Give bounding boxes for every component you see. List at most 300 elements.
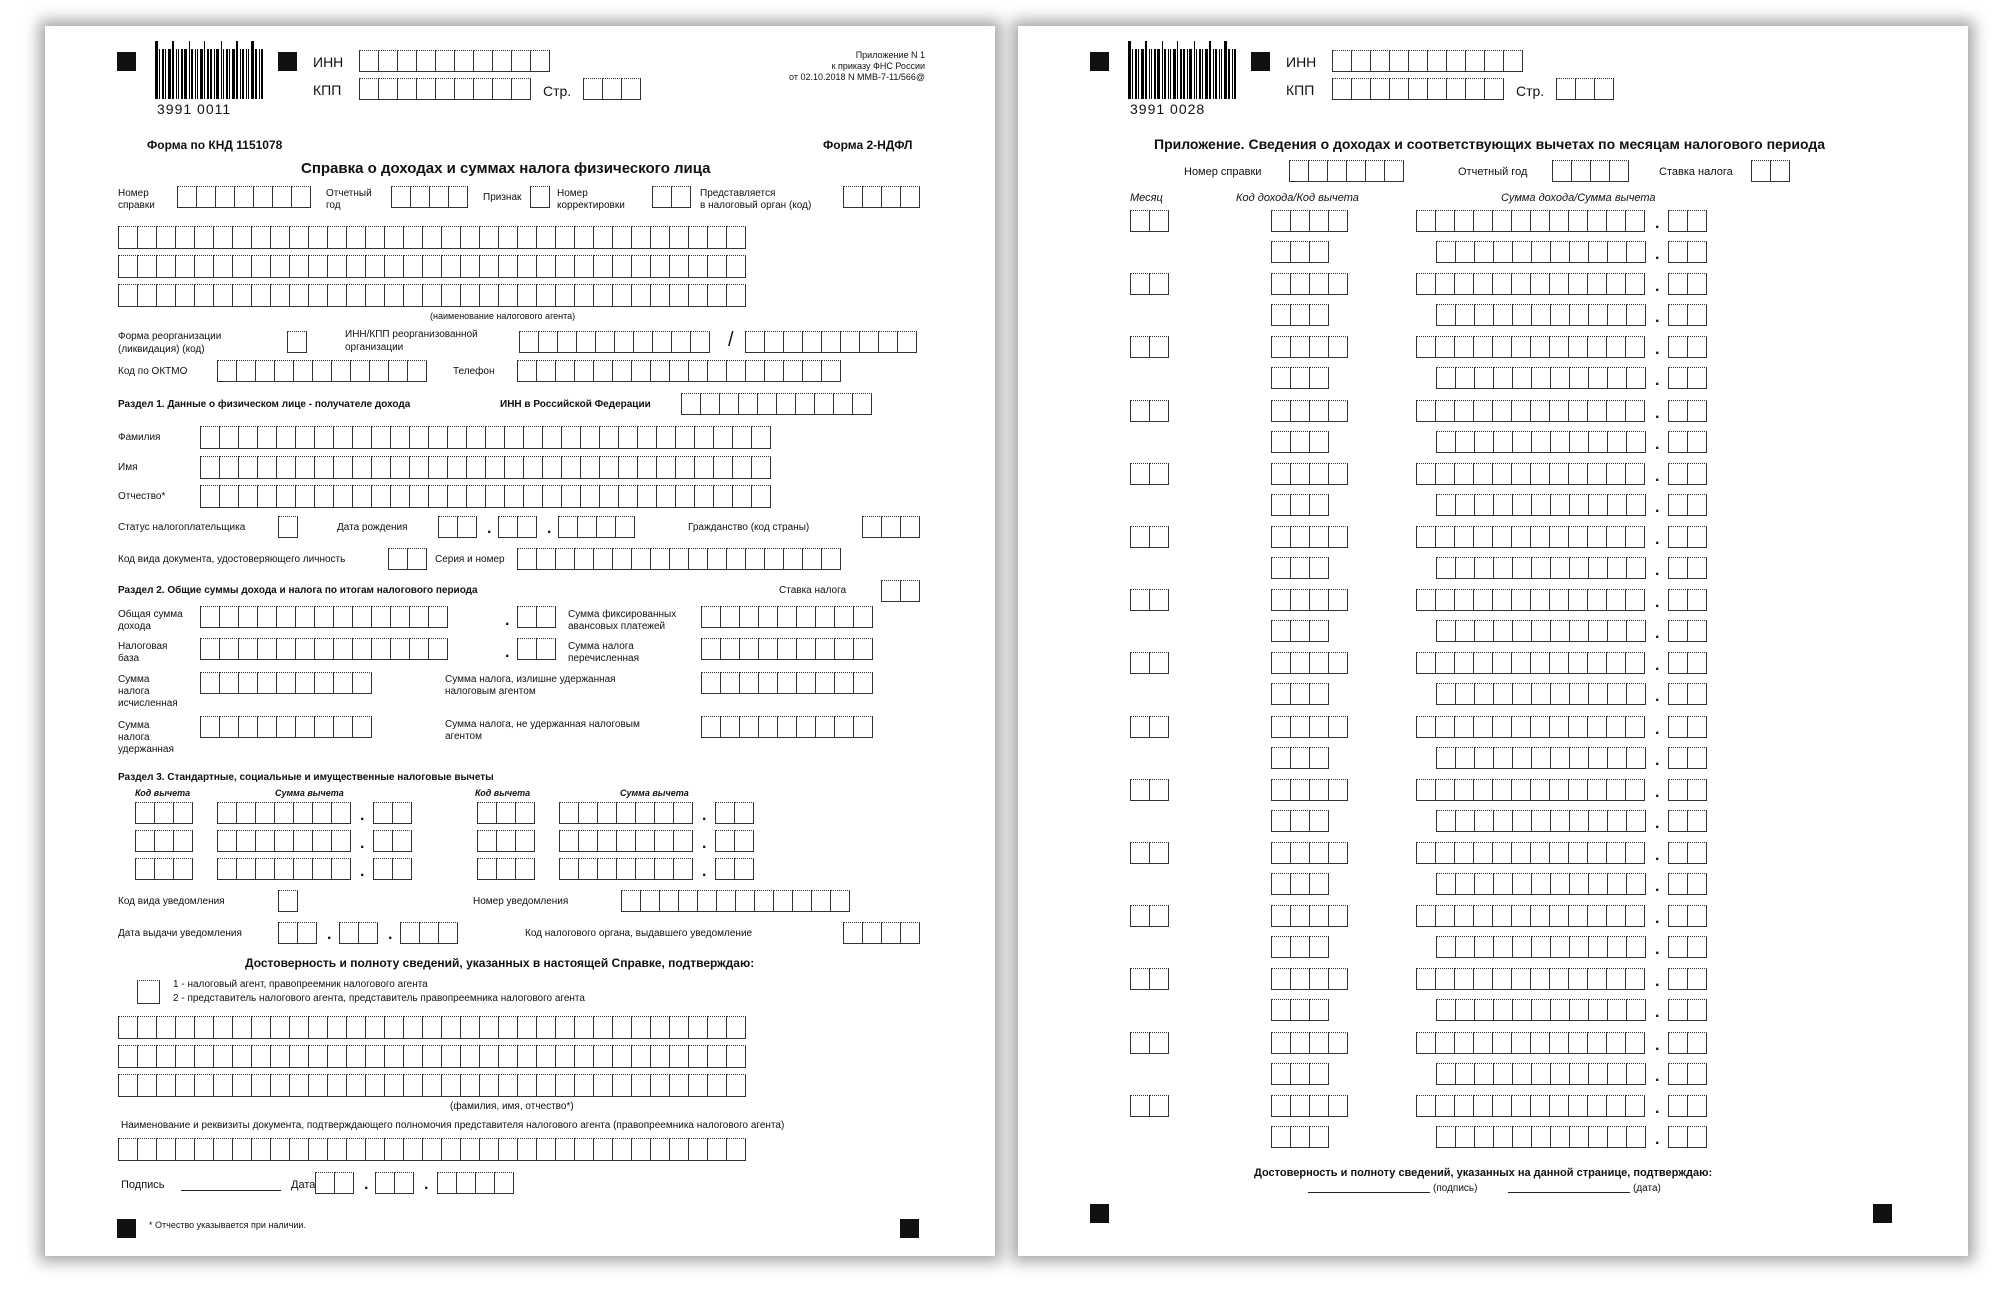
code-cell[interactable] (1271, 968, 1291, 990)
fio-cell[interactable] (384, 1045, 404, 1068)
sign-month-cell[interactable] (394, 1172, 414, 1194)
sum-cell[interactable] (1587, 842, 1607, 864)
patronymic-cell[interactable] (580, 485, 600, 508)
fio-cell[interactable] (593, 1045, 613, 1068)
month-cell[interactable] (1149, 210, 1169, 232)
oktmo-cell[interactable] (312, 360, 332, 382)
sum-cell[interactable] (1587, 400, 1607, 422)
deduction-code-cell[interactable] (154, 858, 174, 880)
inn-cell[interactable] (359, 50, 379, 72)
reorg-inn-cell[interactable] (671, 331, 691, 353)
sum-cell[interactable] (1606, 589, 1626, 611)
surname-cell[interactable] (694, 426, 714, 449)
deduction-sum-cell[interactable] (673, 830, 693, 852)
sum-cell[interactable] (1588, 1126, 1608, 1148)
sum-cell[interactable] (1626, 557, 1646, 579)
agent-name-cell[interactable] (536, 255, 556, 278)
sum-cell[interactable] (1550, 1126, 1570, 1148)
agent-name-cell[interactable] (251, 284, 271, 307)
birth-day-cell[interactable] (438, 516, 458, 538)
deduction-sum-cell[interactable] (578, 858, 598, 880)
notice-number-cell[interactable] (621, 890, 641, 912)
sum-cell[interactable] (1606, 968, 1626, 990)
rep-doc-cell[interactable] (365, 1138, 385, 1161)
notice-number-cell[interactable] (830, 890, 850, 912)
agent-name-cell[interactable] (460, 226, 480, 249)
surname-cell[interactable] (219, 426, 239, 449)
tax-calculated-cell[interactable] (200, 672, 220, 694)
sum-cell[interactable] (1416, 652, 1436, 674)
agent-name-cell[interactable] (498, 226, 518, 249)
notice-number-cell[interactable] (659, 890, 679, 912)
deduction-kop-cell[interactable] (715, 830, 735, 852)
sum-cell[interactable] (1549, 968, 1569, 990)
sum-cell[interactable] (1455, 936, 1475, 958)
sum-cell[interactable] (1531, 683, 1551, 705)
page-number-cell[interactable] (1575, 78, 1595, 100)
tax-calculated-cell[interactable] (352, 672, 372, 694)
sum-cell[interactable] (1569, 367, 1589, 389)
tax-calculated-cell[interactable] (238, 672, 258, 694)
sum-cell[interactable] (1530, 652, 1550, 674)
name-cell[interactable] (580, 456, 600, 479)
kpp-cell[interactable] (492, 78, 512, 100)
sum-cell[interactable] (1512, 1126, 1532, 1148)
sum-kop-cell[interactable] (1687, 494, 1707, 516)
notice-year-cell[interactable] (419, 922, 439, 944)
tax-transferred-cell[interactable] (834, 638, 854, 660)
inn-rf-cell[interactable] (814, 393, 834, 415)
sum-cell[interactable] (1416, 1032, 1436, 1054)
agent-name-cell[interactable] (707, 226, 727, 249)
fio-cell[interactable] (175, 1074, 195, 1097)
code-cell[interactable] (1309, 400, 1329, 422)
sum-cell[interactable] (1568, 463, 1588, 485)
code-cell[interactable] (1271, 620, 1291, 642)
reorg-kpp-cell[interactable] (821, 331, 841, 353)
sum-cell[interactable] (1435, 210, 1455, 232)
deduction-sum-cell[interactable] (559, 830, 579, 852)
sum-cell[interactable] (1625, 652, 1645, 674)
kpp-cell[interactable] (511, 78, 531, 100)
deduction-code-cell[interactable] (477, 802, 497, 824)
sum-cell[interactable] (1606, 716, 1626, 738)
fio-cell[interactable] (251, 1045, 271, 1068)
patronymic-cell[interactable] (390, 485, 410, 508)
reorg-inn-cell[interactable] (595, 331, 615, 353)
deduction-sum-cell[interactable] (255, 802, 275, 824)
code-cell[interactable] (1290, 526, 1310, 548)
fio-cell[interactable] (479, 1045, 499, 1068)
deduction-sum-cell[interactable] (331, 802, 351, 824)
sum-kop-cell[interactable] (1687, 747, 1707, 769)
fio-cell[interactable] (707, 1016, 727, 1039)
agent-name-cell[interactable] (137, 284, 157, 307)
fixed-advance-cell[interactable] (758, 606, 778, 628)
agent-name-cell[interactable] (688, 255, 708, 278)
deduction-sum-cell[interactable] (255, 830, 275, 852)
sum-cell[interactable] (1569, 241, 1589, 263)
tax-base-kop-cell[interactable] (536, 638, 556, 660)
agent-name-cell[interactable] (137, 255, 157, 278)
deduction-kop-cell[interactable] (734, 858, 754, 880)
sum-cell[interactable] (1416, 842, 1436, 864)
agent-name-cell[interactable] (194, 255, 214, 278)
fio-cell[interactable] (422, 1016, 442, 1039)
sum-cell[interactable] (1568, 968, 1588, 990)
year-cell[interactable] (1609, 160, 1629, 182)
rep-doc-cell[interactable] (346, 1138, 366, 1161)
name-cell[interactable] (485, 456, 505, 479)
agent-name-cell[interactable] (593, 284, 613, 307)
agent-name-cell[interactable] (517, 255, 537, 278)
fio-cell[interactable] (194, 1016, 214, 1039)
year-cell[interactable] (1552, 160, 1572, 182)
tax-not-withheld-cell[interactable] (720, 716, 740, 738)
code-cell[interactable] (1290, 273, 1310, 295)
fio-cell[interactable] (289, 1016, 309, 1039)
sum-cell[interactable] (1512, 367, 1532, 389)
fio-cell[interactable] (403, 1074, 423, 1097)
deduction-sum-cell[interactable] (654, 858, 674, 880)
sum-cell[interactable] (1530, 1095, 1550, 1117)
sum-kop-cell[interactable] (1668, 779, 1688, 801)
code-cell[interactable] (1328, 210, 1348, 232)
month-cell[interactable] (1130, 273, 1150, 295)
sum-cell[interactable] (1531, 1063, 1551, 1085)
tax-not-withheld-cell[interactable] (777, 716, 797, 738)
sum-cell[interactable] (1530, 210, 1550, 232)
sum-kop-cell[interactable] (1687, 463, 1707, 485)
agent-name-cell[interactable] (631, 284, 651, 307)
sum-cell[interactable] (1530, 905, 1550, 927)
fio-cell[interactable] (631, 1045, 651, 1068)
sum-kop-cell[interactable] (1668, 589, 1688, 611)
code-cell[interactable] (1309, 304, 1329, 326)
sum-cell[interactable] (1549, 273, 1569, 295)
birth-year-cell[interactable] (615, 516, 635, 538)
sum-cell[interactable] (1626, 431, 1646, 453)
sum-cell[interactable] (1626, 367, 1646, 389)
deduction-code-cell[interactable] (135, 858, 155, 880)
sum-cell[interactable] (1588, 367, 1608, 389)
code-cell[interactable] (1271, 304, 1291, 326)
sign-year-cell[interactable] (475, 1172, 495, 1194)
agent-name-cell[interactable] (669, 226, 689, 249)
code-cell[interactable] (1290, 463, 1310, 485)
rep-doc-cell[interactable] (517, 1138, 537, 1161)
sum-cell[interactable] (1473, 463, 1493, 485)
month-cell[interactable] (1130, 905, 1150, 927)
cert-number-cell[interactable] (1384, 160, 1404, 182)
correction-cell[interactable] (652, 186, 672, 208)
agent-name-cell[interactable] (441, 284, 461, 307)
code-cell[interactable] (1271, 400, 1291, 422)
phone-cell[interactable] (669, 360, 689, 382)
patronymic-cell[interactable] (219, 485, 239, 508)
fio-cell[interactable] (213, 1016, 233, 1039)
kpp-cell[interactable] (397, 78, 417, 100)
name-cell[interactable] (523, 456, 543, 479)
sum-cell[interactable] (1587, 589, 1607, 611)
series-number-cell[interactable] (574, 548, 594, 570)
sum-cell[interactable] (1512, 304, 1532, 326)
code-cell[interactable] (1309, 589, 1329, 611)
deduction-sum-cell[interactable] (635, 858, 655, 880)
sum-cell[interactable] (1435, 716, 1455, 738)
sum-cell[interactable] (1568, 1095, 1588, 1117)
sum-cell[interactable] (1454, 842, 1474, 864)
sum-cell[interactable] (1436, 494, 1456, 516)
total-income-kop-cell[interactable] (517, 606, 537, 628)
fio-cell[interactable] (137, 1074, 157, 1097)
month-cell[interactable] (1130, 842, 1150, 864)
inn-rf-cell[interactable] (681, 393, 701, 415)
code-cell[interactable] (1309, 526, 1329, 548)
sum-cell[interactable] (1588, 494, 1608, 516)
agent-name-cell[interactable] (726, 284, 746, 307)
code-cell[interactable] (1290, 1126, 1310, 1148)
fio-cell[interactable] (137, 1045, 157, 1068)
name-cell[interactable] (257, 456, 277, 479)
inn-cell[interactable] (1370, 50, 1390, 72)
patronymic-cell[interactable] (618, 485, 638, 508)
code-cell[interactable] (1271, 1126, 1291, 1148)
code-cell[interactable] (1271, 905, 1291, 927)
deduction-sum-cell[interactable] (559, 802, 579, 824)
fio-cell[interactable] (612, 1074, 632, 1097)
deduction-sum-cell[interactable] (673, 802, 693, 824)
sum-cell[interactable] (1531, 936, 1551, 958)
sum-kop-cell[interactable] (1687, 810, 1707, 832)
fio-cell[interactable] (669, 1016, 689, 1039)
name-cell[interactable] (238, 456, 258, 479)
inn-cell[interactable] (435, 50, 455, 72)
sum-cell[interactable] (1474, 1126, 1494, 1148)
reorg-kpp-cell[interactable] (783, 331, 803, 353)
inn-rf-cell[interactable] (776, 393, 796, 415)
sum-cell[interactable] (1569, 431, 1589, 453)
citizenship-cell[interactable] (900, 516, 920, 538)
fio-cell[interactable] (156, 1045, 176, 1068)
name-cell[interactable] (542, 456, 562, 479)
fio-cell[interactable] (707, 1045, 727, 1068)
reorg-inn-cell[interactable] (538, 331, 558, 353)
fio-cell[interactable] (631, 1074, 651, 1097)
code-cell[interactable] (1309, 494, 1329, 516)
tax-calculated-cell[interactable] (314, 672, 334, 694)
rep-doc-cell[interactable] (118, 1138, 138, 1161)
notice-day-cell[interactable] (278, 922, 298, 944)
rep-doc-cell[interactable] (688, 1138, 708, 1161)
sum-kop-cell[interactable] (1668, 873, 1688, 895)
name-cell[interactable] (390, 456, 410, 479)
sum-cell[interactable] (1436, 810, 1456, 832)
fio-cell[interactable] (460, 1016, 480, 1039)
sum-kop-cell[interactable] (1687, 968, 1707, 990)
code-cell[interactable] (1290, 1032, 1310, 1054)
sum-cell[interactable] (1474, 936, 1494, 958)
month-cell[interactable] (1130, 1095, 1150, 1117)
code-cell[interactable] (1309, 779, 1329, 801)
surname-cell[interactable] (314, 426, 334, 449)
code-cell[interactable] (1271, 463, 1291, 485)
sum-cell[interactable] (1625, 905, 1645, 927)
sum-cell[interactable] (1454, 463, 1474, 485)
rep-doc-cell[interactable] (479, 1138, 499, 1161)
cert-number-cell[interactable] (1289, 160, 1309, 182)
code-cell[interactable] (1328, 716, 1348, 738)
fio-cell[interactable] (498, 1016, 518, 1039)
notice-number-cell[interactable] (678, 890, 698, 912)
inn-cell[interactable] (1503, 50, 1523, 72)
fio-cell[interactable] (384, 1016, 404, 1039)
birth-year-cell[interactable] (558, 516, 578, 538)
deduction-kop-cell[interactable] (373, 802, 393, 824)
agent-name-cell[interactable] (346, 226, 366, 249)
sum-cell[interactable] (1607, 494, 1627, 516)
sum-cell[interactable] (1587, 968, 1607, 990)
sum-kop-cell[interactable] (1687, 1126, 1707, 1148)
rep-doc-cell[interactable] (156, 1138, 176, 1161)
name-cell[interactable] (656, 456, 676, 479)
deduction-sum-cell[interactable] (597, 858, 617, 880)
sum-cell[interactable] (1416, 463, 1436, 485)
tax-excess-cell[interactable] (758, 672, 778, 694)
sum-cell[interactable] (1512, 557, 1532, 579)
sum-cell[interactable] (1455, 620, 1475, 642)
total-income-cell[interactable] (257, 606, 277, 628)
total-income-kop-cell[interactable] (536, 606, 556, 628)
agent-name-cell[interactable] (422, 226, 442, 249)
total-income-cell[interactable] (295, 606, 315, 628)
sum-cell[interactable] (1625, 273, 1645, 295)
fio-cell[interactable] (175, 1016, 195, 1039)
sum-cell[interactable] (1473, 336, 1493, 358)
inn-rf-cell[interactable] (833, 393, 853, 415)
tax-not-withheld-cell[interactable] (701, 716, 721, 738)
birth-year-cell[interactable] (596, 516, 616, 538)
kpp-cell[interactable] (473, 78, 493, 100)
patronymic-cell[interactable] (542, 485, 562, 508)
tax-base-cell[interactable] (257, 638, 277, 660)
sum-cell[interactable] (1455, 1063, 1475, 1085)
sum-cell[interactable] (1587, 1032, 1607, 1054)
sum-cell[interactable] (1493, 304, 1513, 326)
kpp-cell[interactable] (1427, 78, 1447, 100)
sum-cell[interactable] (1474, 431, 1494, 453)
agent-name-cell[interactable] (232, 284, 252, 307)
code-cell[interactable] (1290, 1095, 1310, 1117)
surname-cell[interactable] (580, 426, 600, 449)
sum-cell[interactable] (1454, 589, 1474, 611)
sum-cell[interactable] (1569, 873, 1589, 895)
surname-cell[interactable] (751, 426, 771, 449)
sum-cell[interactable] (1588, 304, 1608, 326)
tax-withheld-cell[interactable] (295, 716, 315, 738)
sum-kop-cell[interactable] (1668, 968, 1688, 990)
oktmo-cell[interactable] (369, 360, 389, 382)
sum-kop-cell[interactable] (1668, 526, 1688, 548)
sum-cell[interactable] (1416, 336, 1436, 358)
sum-cell[interactable] (1455, 431, 1475, 453)
sum-cell[interactable] (1511, 968, 1531, 990)
sum-kop-cell[interactable] (1668, 304, 1688, 326)
sum-cell[interactable] (1474, 747, 1494, 769)
fio-cell[interactable] (308, 1016, 328, 1039)
sum-cell[interactable] (1512, 747, 1532, 769)
surname-cell[interactable] (257, 426, 277, 449)
sum-cell[interactable] (1416, 716, 1436, 738)
agent-name-cell[interactable] (441, 226, 461, 249)
code-cell[interactable] (1271, 1063, 1291, 1085)
sum-cell[interactable] (1531, 494, 1551, 516)
sum-cell[interactable] (1455, 557, 1475, 579)
code-cell[interactable] (1309, 620, 1329, 642)
deduction-sum-cell[interactable] (293, 830, 313, 852)
sum-kop-cell[interactable] (1687, 999, 1707, 1021)
sum-cell[interactable] (1549, 336, 1569, 358)
cert-number-cell[interactable] (196, 186, 216, 208)
rep-doc-cell[interactable] (498, 1138, 518, 1161)
agent-name-cell[interactable] (650, 226, 670, 249)
sum-cell[interactable] (1454, 905, 1474, 927)
patronymic-cell[interactable] (694, 485, 714, 508)
sum-cell[interactable] (1530, 526, 1550, 548)
sum-cell[interactable] (1435, 400, 1455, 422)
sum-cell[interactable] (1625, 210, 1645, 232)
sum-cell[interactable] (1568, 652, 1588, 674)
code-cell[interactable] (1290, 400, 1310, 422)
patronymic-cell[interactable] (504, 485, 524, 508)
sum-cell[interactable] (1569, 936, 1589, 958)
oktmo-cell[interactable] (388, 360, 408, 382)
name-cell[interactable] (200, 456, 220, 479)
agent-name-cell[interactable] (460, 284, 480, 307)
code-cell[interactable] (1290, 431, 1310, 453)
sum-cell[interactable] (1531, 873, 1551, 895)
sum-cell[interactable] (1511, 210, 1531, 232)
inn-cell[interactable] (416, 50, 436, 72)
deduction-sum-cell[interactable] (312, 858, 332, 880)
sum-cell[interactable] (1492, 526, 1512, 548)
phone-cell[interactable] (593, 360, 613, 382)
oktmo-cell[interactable] (350, 360, 370, 382)
sum-cell[interactable] (1550, 241, 1570, 263)
sum-cell[interactable] (1626, 747, 1646, 769)
surname-cell[interactable] (295, 426, 315, 449)
series-number-cell[interactable] (726, 548, 746, 570)
sum-cell[interactable] (1550, 873, 1570, 895)
fio-cell[interactable] (460, 1045, 480, 1068)
sign-year-cell[interactable] (494, 1172, 514, 1194)
agent-name-cell[interactable] (536, 226, 556, 249)
code-cell[interactable] (1271, 494, 1291, 516)
status-cell[interactable] (278, 516, 298, 538)
oktmo-cell[interactable] (255, 360, 275, 382)
month-cell[interactable] (1149, 842, 1169, 864)
tax-calculated-cell[interactable] (257, 672, 277, 694)
fixed-advance-cell[interactable] (796, 606, 816, 628)
patronymic-cell[interactable] (485, 485, 505, 508)
surname-cell[interactable] (618, 426, 638, 449)
agent-name-cell[interactable] (270, 255, 290, 278)
agent-name-cell[interactable] (365, 255, 385, 278)
fixed-advance-cell[interactable] (720, 606, 740, 628)
sum-cell[interactable] (1493, 936, 1513, 958)
fio-cell[interactable] (688, 1074, 708, 1097)
sum-cell[interactable] (1454, 652, 1474, 674)
